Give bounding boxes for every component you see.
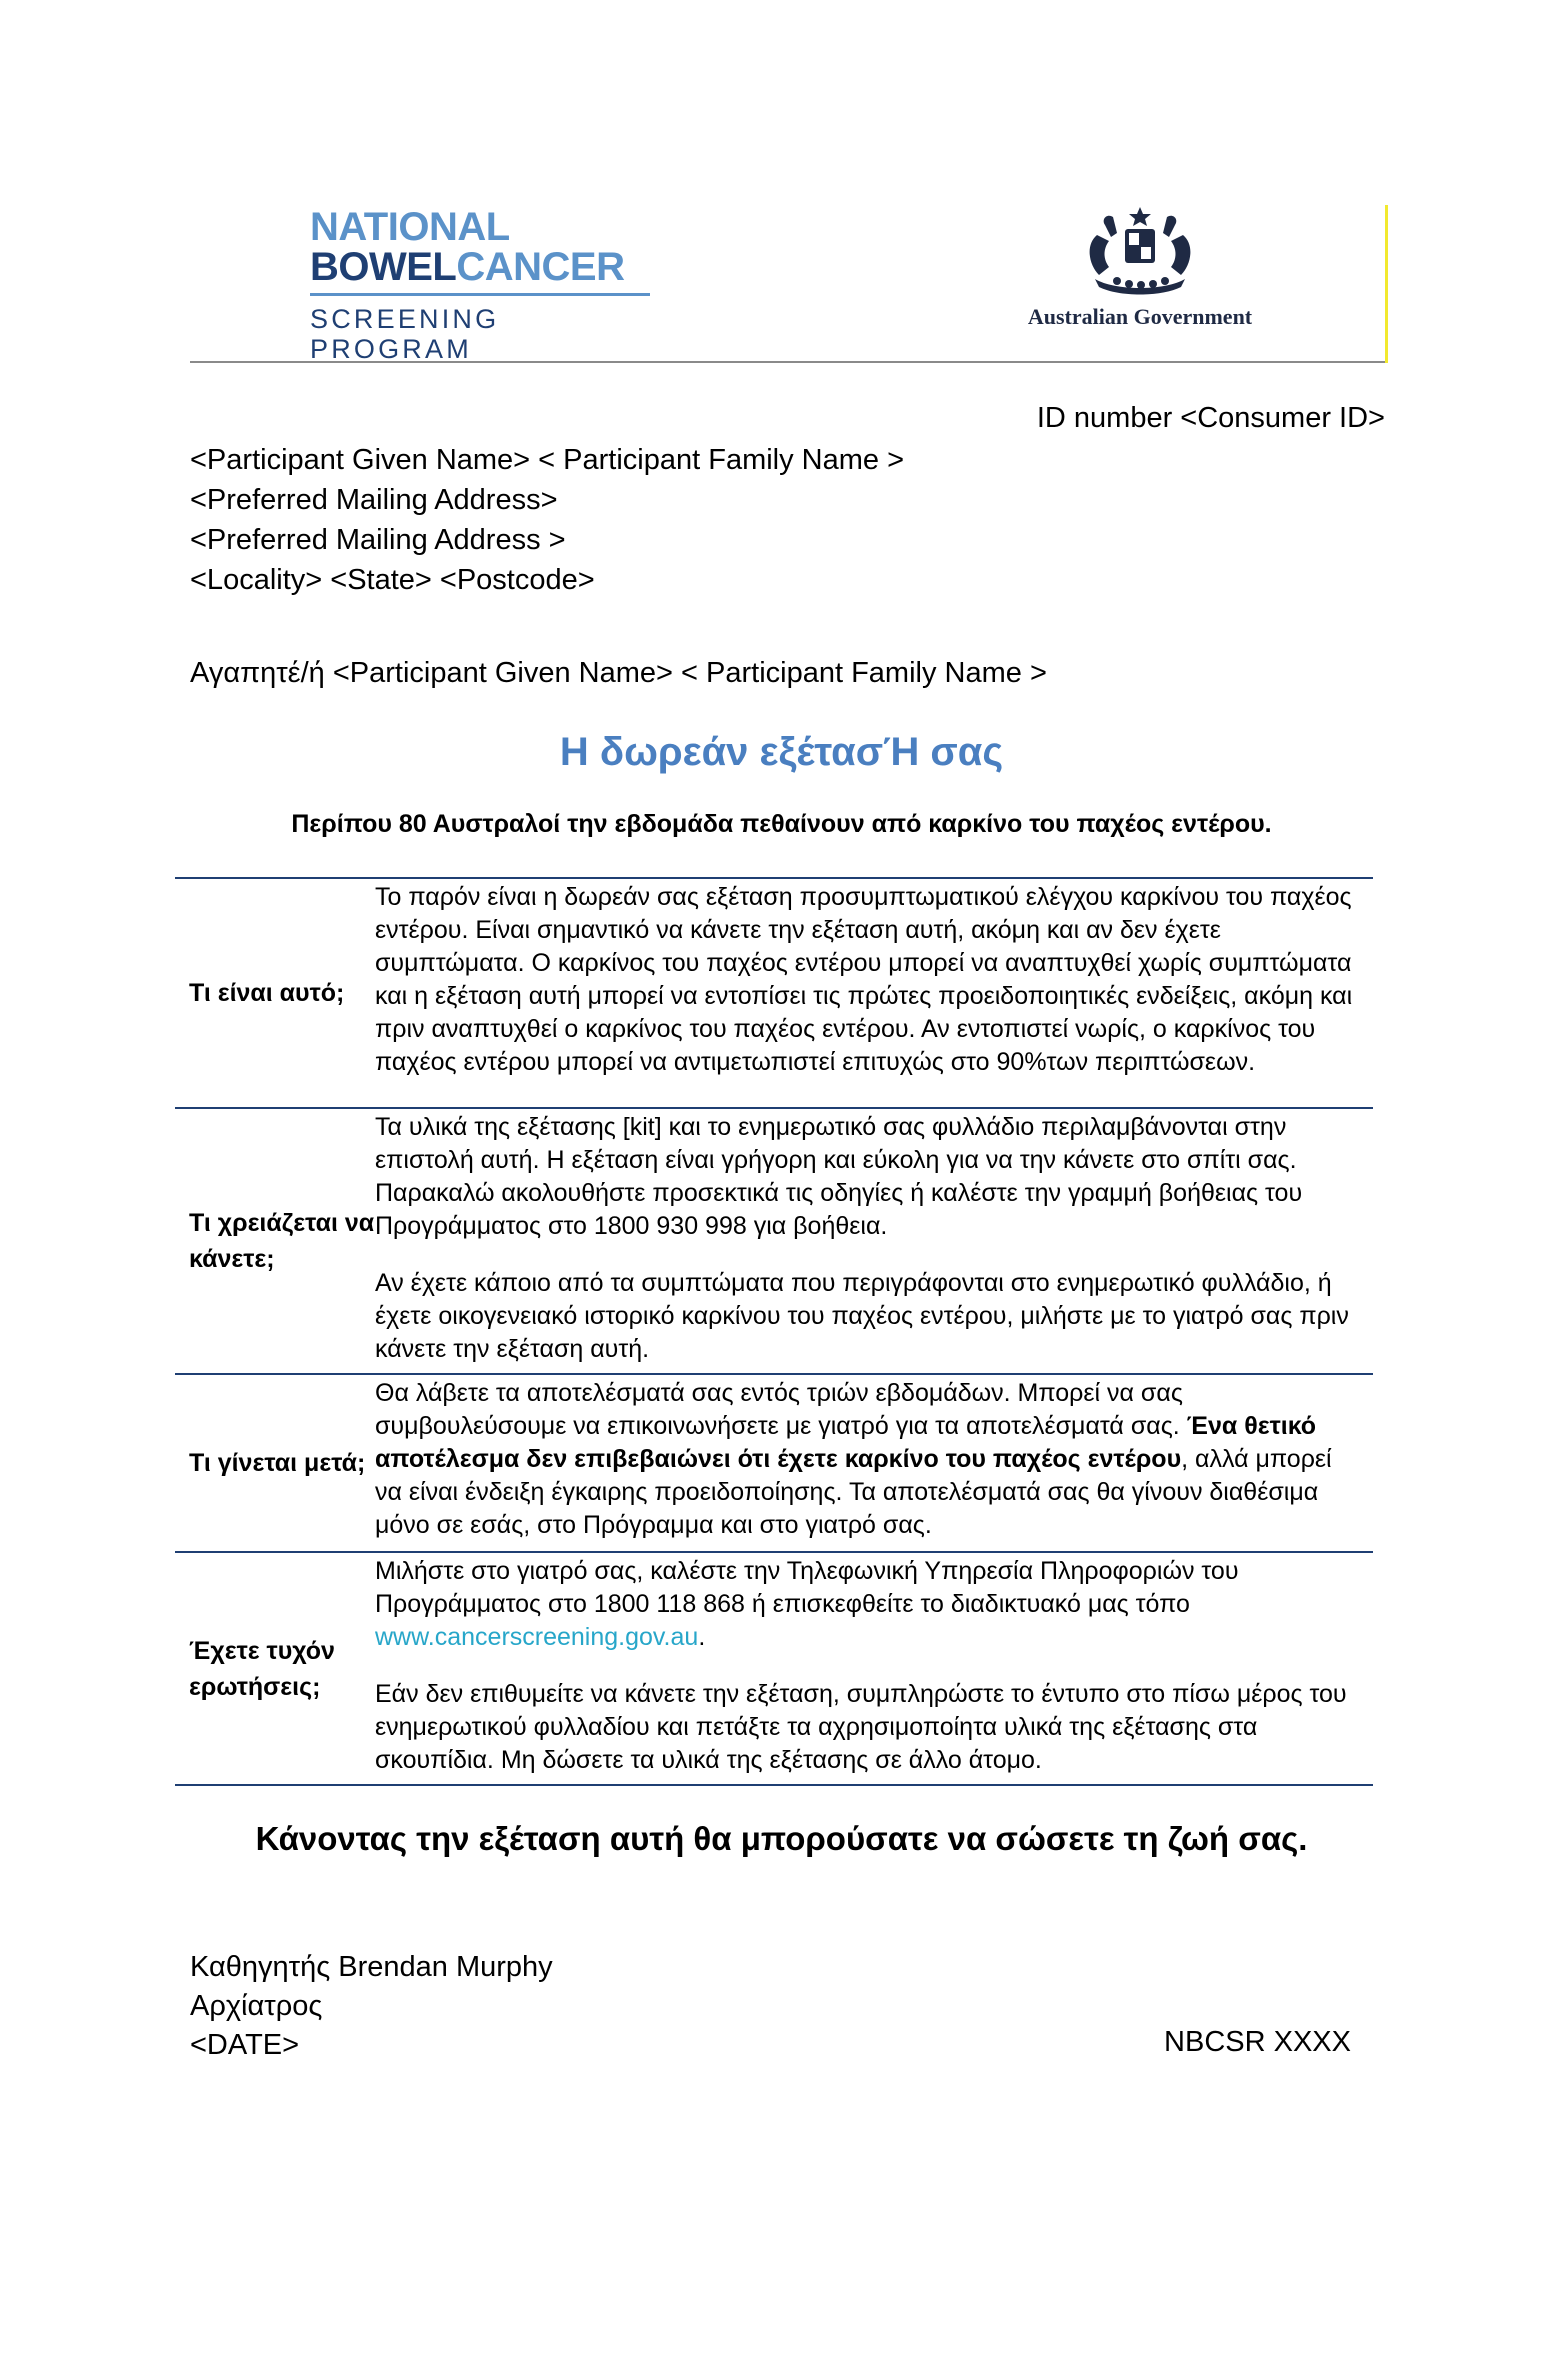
paragraph: Τα υλικά της εξέτασης [kit] και το ενημερωτικό σας φυλλάδιο περιλαμβάνονται στην επιστολή αυτή. Η εξέταση είναι γρήγορη και εύκολη για να την κάνετε στο σπίτι σας. Παρακαλώ ακολουθήστε προσεκτικά τις οδηγίες ή καλέστε την γραμμή βοήθειας του Προγράμματος στο 1800 930 998 για βοήθεια. xyxy=(375,1113,1303,1240)
paragraph xyxy=(375,1555,1357,1654)
coat-of-arms-icon xyxy=(1075,205,1205,300)
signature-block xyxy=(190,1948,553,2065)
row-text xyxy=(375,1375,1373,1551)
document-reference: NBCSR XXXX xyxy=(1164,2026,1351,2058)
row-heading: Τι είναι αυτό; xyxy=(189,979,345,1007)
text-run: Μιλήστε στο γιατρό σας, καλέστε την Τηλεφωνική Υπηρεσία Πληροφοριών του Προγράμματος στο 1800 118 868 ή επισκεφθείτε το διαδικτυακό μας τόπο xyxy=(375,1557,1239,1618)
row-text xyxy=(375,1553,1373,1784)
letter-date: <DATE> xyxy=(190,2029,300,2061)
letterhead-accent-bar xyxy=(1385,205,1388,363)
row-text xyxy=(375,1109,1373,1373)
government-crest-block xyxy=(1020,205,1260,330)
row-heading: Τι χρειάζεται να κάνετε; xyxy=(189,1209,375,1273)
letter-subtitle: Περίπου 80 Αυστραλοί την εβδομάδα πεθαίνουν από καρκίνο του παχέος εντέρου. xyxy=(291,810,1272,838)
row-heading: Τι γίνεται μετά; xyxy=(189,1449,366,1477)
paragraph xyxy=(375,1377,1357,1542)
logo-line-screening: SCREENING PROGRAM xyxy=(310,304,500,364)
text-run: . xyxy=(698,1623,706,1651)
salutation: Αγαπητέ/ή <Participant Given Name> < Participant Family Name > xyxy=(190,657,1047,689)
table-row xyxy=(175,1553,1373,1786)
logo-line-national: NATIONAL xyxy=(310,205,510,249)
bold-text-run: Ένα θετικό αποτέλεσμα δεν επιβεβαιώνει ότι έχετε καρκίνο του παχέος εντέρου xyxy=(375,1412,1317,1473)
consumer-id: ID number <Consumer ID> xyxy=(1036,402,1385,434)
table-row xyxy=(175,879,1373,1109)
address-line: <Participant Given Name> < Participant Family Name > xyxy=(190,444,905,476)
address-line: <Preferred Mailing Address> xyxy=(190,484,558,516)
logo-word-bowel: BOWEL xyxy=(310,245,457,289)
letterhead xyxy=(190,195,1388,363)
signatory-role: Αρχίατρος xyxy=(190,1990,323,2022)
info-table xyxy=(175,877,1373,1786)
table-row xyxy=(175,1375,1373,1553)
letter-title: Η δωρεάν εξέτασΉ σας xyxy=(559,730,1004,774)
logo-rule xyxy=(310,293,650,296)
recipient-address xyxy=(190,440,904,600)
paragraph: Εάν δεν επιθυμείτε να κάνετε την εξέταση, συμπληρώστε το έντυπο στο πίσω μέρος του ενημερωτικού φυλλαδίου και πετάξτε τα αχρησιμοποίητα υλικά της εξέτασης στα σκουπίδια. Μη δώσετε τα υλικά της εξέτασης σε άλλο άτομο. xyxy=(375,1680,1347,1774)
address-line: <Preferred Mailing Address > xyxy=(190,524,566,556)
government-name: Australian Government xyxy=(1027,304,1253,329)
paragraph: Το παρόν είναι η δωρεάν σας εξέταση προσυμπτωματικού ελέγχου καρκίνου του παχέος εντέρου. Είναι σημαντικό να κάνετε την εξέταση αυτή, ακόμη και αν δεν έχετε συμπτώματα. Ο καρκίνος του παχέος εντέρου μπορεί να αναπτυχθεί χωρίς συμπτώματα και η εξέταση αυτή μπορεί να εντοπίσει τις πρώτες προειδοποιητικές ενδείξεις, ακόμη και πριν αναπτυχθεί ο καρκίνος του παχέος εντέρου. Αν εντοπιστεί νωρίς, ο καρκίνος του παχέος εντέρου μπορεί να αντιμετωπιστεί επιτυχώς στο 90%των περιπτώσεων. xyxy=(375,883,1353,1076)
website-link[interactable]: www.cancerscreening.gov.au xyxy=(375,1623,699,1651)
program-logo xyxy=(310,207,650,364)
logo-word-cancer: CANCER xyxy=(456,245,625,289)
row-heading: Έχετε τυχόν ερωτήσεις; xyxy=(189,1636,335,1701)
text-run: Θα λάβετε τα αποτελέσματά σας εντός τριών εβδομάδων. Μπορεί να σας συμβουλεύσουμε να επικοινωνήσετε με γιατρό για τα αποτελέσματά σας. xyxy=(375,1379,1187,1440)
signatory-name: Καθηγητής Brendan Murphy xyxy=(190,1951,553,1983)
logo-line-bowelcancer xyxy=(310,247,650,287)
closing-statement: Κάνοντας την εξέταση αυτή θα μπορούσατε να σώσετε τη ζωή σας. xyxy=(255,1820,1308,1857)
address-line: <Locality> <State> <Postcode> xyxy=(190,564,595,596)
table-row xyxy=(175,1109,1373,1375)
text-run: , αλλά μπορεί να είναι ένδειξη έγκαιρης προειδοποίησης. Τα αποτελέσματά σας θα γίνουν διαθέσιμα μόνο σε εσάς, στο Πρόγραμμα και στο γιατρό σας. xyxy=(375,1445,1332,1539)
paragraph: Αν έχετε κάποιο από τα συμπτώματα που περιγράφονται στο ενημερωτικό φυλλάδιο, ή έχετε οικογενειακό ιστορικό καρκίνου του παχέος εντέρου, μιλήστε με το γιατρό σας πριν κάνετε την εξέταση αυτή. xyxy=(375,1269,1349,1363)
row-text xyxy=(375,879,1373,1107)
